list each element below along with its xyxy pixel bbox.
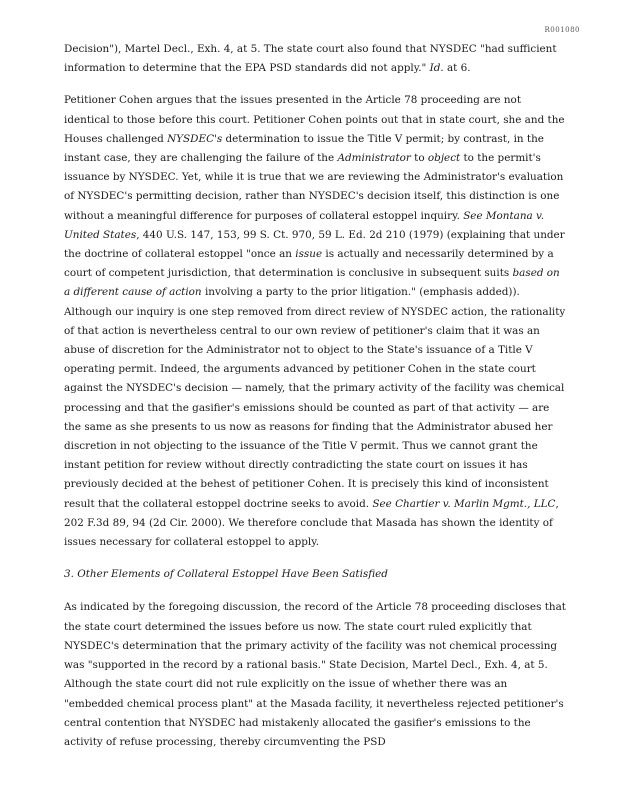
section-heading: 3. Other Elements of Collateral Estoppel Have Been Satisfied <box>64 568 388 581</box>
paragraph-continuation: Decision"), Martel Decl., Exh. 4, at 5. The state court also found that NYSDEC "had sufficient information to determine that the EPA PSD standards did not apply." Id. at 6. <box>64 43 557 75</box>
page-identifier: R001080 <box>544 26 580 34</box>
paragraph-identity-of-issues: Petitioner Cohen argues that the issues presented in the Article 78 proceeding are not identical to those before this court. Petitioner Cohen points out that in state court, she and the Houses challenged NYSDEC's determination to issue the Title V permit; by contrast, in the instant case, they are challenging the failure of the Administrator to object to the permit's issuance by NYSDEC. Yet, while it is true that we are reviewing the Administrator's evaluation of NYSDEC's permitting decision, rather than NYSDEC's decision itself, this distinction is one without a meaningful difference for purposes of collateral estoppel inquiry. See Montana v. United States, 440 U.S. 147, 153, 99 S. Ct. 970, 59 L. Ed. 2d 210 (1979) (explaining that under the doctrine of collateral estoppel "once an issue is actually and necessarily determined by a court of competent jurisdiction, that determination is conclusive in subsequent suits based on a different cause of action involving a party to the prior litigation." (emphasis added)). Although our inquiry is one step removed from direct review of NYSDEC action, the rationality of that action is nevertheless central to our own review of petitioner's claim that it was an abuse of discretion for the Administrator not to object to the State's issuance of a Title V operating permit. Indeed, the arguments advanced by petitioner Cohen in the state court against the NYSDEC's decision — namely, that the primary activity of the facility was chemical processing and that the gasifier's emissions should be counted as part of that activity — are the same as she presents to us now as reasons for finding that the Administrator abused her discretion in not objecting to the issuance of the Title V permit. Thus we cannot grant the instant petition for review without directly contradicting the state court on issues it has previously decided at the behest of petitioner Cohen. It is precisely this kind of inconsistent result that the collateral estoppel doctrine seeks to avoid. See Chartier v. Marlin Mgmt., LLC, 202 F.3d 89, 94 (2d Cir. 2000). We therefore conclude that Masada has shown the identity of issues necessary for collateral estoppel to apply. <box>64 94 566 549</box>
document-body <box>64 40 569 765</box>
paragraph-other-elements: As indicated by the foregoing discussion, the record of the Article 78 proceeding discloses that the state court determined the issues before us now. The state court ruled explicitly that NYSDEC's determination that the primary activity of the facility was not chemical processing was "supported in the record by a rational basis." State Decision, Martel Decl., Exh. 4, at 5. Although the state court did not rule explicitly on the issue of whether there was an "embedded chemical process plant" at the Masada facility, it nevertheless rejected petitioner's central contention that NYSDEC had mistakenly allocated the gasifier's emissions to the activity of refuse processing, thereby circumventing the PSD <box>64 601 566 748</box>
